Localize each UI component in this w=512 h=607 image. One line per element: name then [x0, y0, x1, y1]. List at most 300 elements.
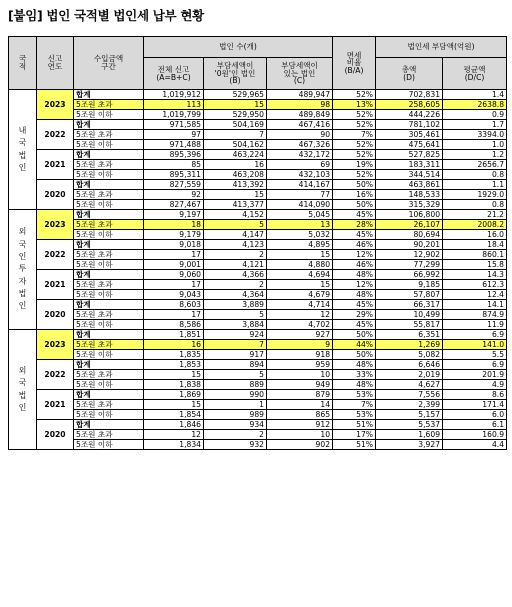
group-label: 외 국 법 인: [9, 330, 37, 450]
year-cell: 2021: [37, 390, 74, 420]
cell-average-amount: 0.8: [443, 200, 507, 210]
bracket-label: 합계: [74, 210, 144, 220]
table-row: [9, 100, 507, 110]
cell-zero-tax: 7: [204, 340, 267, 350]
cell-total-amount: 9,185: [376, 280, 443, 290]
cell-average-amount: 8.6: [443, 390, 507, 400]
bracket-label: 합계: [74, 150, 144, 160]
cell-zero-tax: 529,950: [204, 110, 267, 120]
cell-has-tax: 902: [267, 440, 333, 450]
cell-has-tax: 90: [267, 130, 333, 140]
cell-total-amount: 7,556: [376, 390, 443, 400]
cell-average-amount: 5.5: [443, 350, 507, 360]
cell-average-amount: 1.7: [443, 120, 507, 130]
table-row: [9, 310, 507, 320]
cell-average-amount: 2008.2: [443, 220, 507, 230]
corporate-tax-table: [8, 36, 507, 450]
bracket-label: 합계: [74, 120, 144, 130]
cell-total-filing: 1,846: [144, 420, 204, 430]
cell-has-tax: 4,880: [267, 260, 333, 270]
cell-zero-tax: 934: [204, 420, 267, 430]
cell-total-amount: 5,157: [376, 410, 443, 420]
cell-has-tax: 98: [267, 100, 333, 110]
header-exempt-ratio: 면세 비율 (B/A): [333, 37, 376, 90]
cell-average-amount: 3394.0: [443, 130, 507, 140]
cell-has-tax: 959: [267, 360, 333, 370]
cell-exempt-ratio: 51%: [333, 440, 376, 450]
table-row: [9, 410, 507, 420]
cell-has-tax: 15: [267, 280, 333, 290]
cell-average-amount: 0.8: [443, 170, 507, 180]
cell-total-filing: 971,488: [144, 140, 204, 150]
cell-exempt-ratio: 46%: [333, 240, 376, 250]
year-cell: 2022: [37, 240, 74, 270]
table-row: [9, 210, 507, 220]
table-row: [9, 370, 507, 380]
bracket-label: 5조원 이하: [74, 290, 144, 300]
cell-zero-tax: 15: [204, 100, 267, 110]
cell-exempt-ratio: 52%: [333, 150, 376, 160]
header-average-amount: 평균액 (D/C): [443, 58, 507, 90]
header-tax-burden: 법인세 부담액(억원): [376, 37, 507, 58]
cell-total-amount: 315,329: [376, 200, 443, 210]
table-row: [9, 120, 507, 130]
cell-total-amount: 26,107: [376, 220, 443, 230]
cell-zero-tax: 5: [204, 220, 267, 230]
cell-average-amount: 6.9: [443, 360, 507, 370]
cell-has-tax: 927: [267, 330, 333, 340]
cell-total-amount: 148,533: [376, 190, 443, 200]
table-row: [9, 400, 507, 410]
cell-total-filing: 12: [144, 430, 204, 440]
bracket-label: 합계: [74, 300, 144, 310]
cell-average-amount: 12.4: [443, 290, 507, 300]
cell-total-amount: 4,627: [376, 380, 443, 390]
year-cell: 2023: [37, 210, 74, 240]
cell-average-amount: 1.0: [443, 140, 507, 150]
cell-total-filing: 15: [144, 400, 204, 410]
table-row: [9, 190, 507, 200]
cell-total-amount: 3,927: [376, 440, 443, 450]
cell-exempt-ratio: 52%: [333, 90, 376, 100]
bracket-label: 5조원 이하: [74, 170, 144, 180]
header-zero-tax: 부담세액이 '0원'인 법인 (B): [204, 58, 267, 90]
cell-total-filing: 18: [144, 220, 204, 230]
cell-exempt-ratio: 50%: [333, 330, 376, 340]
header-nationality: 국 적: [9, 37, 37, 90]
cell-zero-tax: 989: [204, 410, 267, 420]
bracket-label: 5조원 이하: [74, 200, 144, 210]
cell-zero-tax: 894: [204, 360, 267, 370]
cell-total-filing: 17: [144, 250, 204, 260]
year-cell: 2022: [37, 360, 74, 390]
cell-exempt-ratio: 13%: [333, 100, 376, 110]
cell-average-amount: 2656.7: [443, 160, 507, 170]
cell-exempt-ratio: 52%: [333, 170, 376, 180]
cell-average-amount: 201.9: [443, 370, 507, 380]
cell-average-amount: 2638.8: [443, 100, 507, 110]
bracket-label: 5조원 초과: [74, 340, 144, 350]
cell-total-amount: 475,641: [376, 140, 443, 150]
cell-average-amount: 1.2: [443, 150, 507, 160]
cell-has-tax: 865: [267, 410, 333, 420]
table-row: [9, 260, 507, 270]
cell-total-amount: 1,269: [376, 340, 443, 350]
cell-has-tax: 10: [267, 370, 333, 380]
group-label: 외 국 인 투 자 법 인: [9, 210, 37, 330]
cell-exempt-ratio: 7%: [333, 130, 376, 140]
cell-total-filing: 9,197: [144, 210, 204, 220]
cell-has-tax: 432,172: [267, 150, 333, 160]
table-row: [9, 430, 507, 440]
table-row: [9, 200, 507, 210]
cell-zero-tax: 529,965: [204, 90, 267, 100]
header-corp-count: 법인 수(개): [144, 37, 333, 58]
header-has-tax: 부담세액이 있는 법인 (C): [267, 58, 333, 90]
table-row: [9, 130, 507, 140]
cell-total-filing: 92: [144, 190, 204, 200]
cell-total-amount: 305,461: [376, 130, 443, 140]
cell-total-filing: 1,838: [144, 380, 204, 390]
cell-total-amount: 6,351: [376, 330, 443, 340]
cell-total-amount: 106,800: [376, 210, 443, 220]
cell-zero-tax: 4,147: [204, 230, 267, 240]
cell-zero-tax: 504,169: [204, 120, 267, 130]
header-year: 신고 연도: [37, 37, 74, 90]
cell-has-tax: 9: [267, 340, 333, 350]
cell-total-amount: 781,102: [376, 120, 443, 130]
cell-zero-tax: 3,889: [204, 300, 267, 310]
cell-total-amount: 1,609: [376, 430, 443, 440]
bracket-label: 5조원 초과: [74, 220, 144, 230]
bracket-label: 5조원 초과: [74, 310, 144, 320]
bracket-label: 5조원 이하: [74, 260, 144, 270]
year-cell: 2020: [37, 300, 74, 330]
cell-exempt-ratio: 16%: [333, 190, 376, 200]
cell-average-amount: 6.1: [443, 420, 507, 430]
bracket-label: 5조원 초과: [74, 280, 144, 290]
cell-total-amount: 258,605: [376, 100, 443, 110]
table-row: [9, 90, 507, 100]
year-cell: 2021: [37, 270, 74, 300]
cell-has-tax: 10: [267, 430, 333, 440]
cell-average-amount: 11.9: [443, 320, 507, 330]
cell-total-filing: 1,019,799: [144, 110, 204, 120]
cell-total-filing: 15: [144, 370, 204, 380]
cell-average-amount: 6.9: [443, 330, 507, 340]
year-cell: 2022: [37, 120, 74, 150]
cell-has-tax: 414,167: [267, 180, 333, 190]
cell-zero-tax: 889: [204, 380, 267, 390]
cell-zero-tax: 1: [204, 400, 267, 410]
cell-zero-tax: 4,364: [204, 290, 267, 300]
cell-average-amount: 171.4: [443, 400, 507, 410]
cell-exempt-ratio: 50%: [333, 350, 376, 360]
cell-has-tax: 4,679: [267, 290, 333, 300]
cell-total-amount: 66,317: [376, 300, 443, 310]
cell-zero-tax: 3,884: [204, 320, 267, 330]
cell-total-amount: 57,807: [376, 290, 443, 300]
bracket-label: 합계: [74, 420, 144, 430]
header-bracket: 수입금액 구간: [74, 37, 144, 90]
bracket-label: 5조원 초과: [74, 400, 144, 410]
cell-exempt-ratio: 45%: [333, 300, 376, 310]
group-label: 내 국 법 인: [9, 90, 37, 210]
cell-has-tax: 414,090: [267, 200, 333, 210]
cell-total-amount: 55,817: [376, 320, 443, 330]
table-row: [9, 250, 507, 260]
cell-exempt-ratio: 48%: [333, 380, 376, 390]
bracket-label: 합계: [74, 180, 144, 190]
cell-average-amount: 4.4: [443, 440, 507, 450]
cell-zero-tax: 463,208: [204, 170, 267, 180]
bracket-label: 합계: [74, 360, 144, 370]
table-row: [9, 150, 507, 160]
cell-average-amount: 15.8: [443, 260, 507, 270]
table-row: [9, 360, 507, 370]
cell-zero-tax: 990: [204, 390, 267, 400]
table-row: [9, 110, 507, 120]
cell-total-filing: 9,060: [144, 270, 204, 280]
bracket-label: 5조원 이하: [74, 350, 144, 360]
cell-has-tax: 4,895: [267, 240, 333, 250]
cell-exempt-ratio: 45%: [333, 320, 376, 330]
table-row: [9, 340, 507, 350]
cell-total-filing: 827,467: [144, 200, 204, 210]
header-total-amount: 총액 (D): [376, 58, 443, 90]
cell-has-tax: 77: [267, 190, 333, 200]
cell-total-filing: 113: [144, 100, 204, 110]
cell-has-tax: 13: [267, 220, 333, 230]
cell-exempt-ratio: 17%: [333, 430, 376, 440]
year-cell: 2020: [37, 180, 74, 210]
table-row: [9, 440, 507, 450]
cell-zero-tax: 16: [204, 160, 267, 170]
table-row: [9, 280, 507, 290]
cell-total-amount: 6,646: [376, 360, 443, 370]
cell-total-filing: 1,851: [144, 330, 204, 340]
table-row: [9, 230, 507, 240]
cell-exempt-ratio: 33%: [333, 370, 376, 380]
cell-exempt-ratio: 46%: [333, 260, 376, 270]
cell-total-filing: 971,585: [144, 120, 204, 130]
cell-exempt-ratio: 28%: [333, 220, 376, 230]
cell-has-tax: 489,947: [267, 90, 333, 100]
cell-has-tax: 12: [267, 310, 333, 320]
cell-has-tax: 912: [267, 420, 333, 430]
year-cell: 2023: [37, 330, 74, 360]
table-row: [9, 420, 507, 430]
cell-total-filing: 9,018: [144, 240, 204, 250]
cell-has-tax: 69: [267, 160, 333, 170]
cell-exempt-ratio: 52%: [333, 140, 376, 150]
bracket-label: 5조원 이하: [74, 410, 144, 420]
cell-has-tax: 467,416: [267, 120, 333, 130]
cell-total-filing: 9,043: [144, 290, 204, 300]
cell-exempt-ratio: 45%: [333, 230, 376, 240]
cell-average-amount: 160.9: [443, 430, 507, 440]
cell-exempt-ratio: 48%: [333, 270, 376, 280]
cell-total-amount: 2,399: [376, 400, 443, 410]
year-cell: 2021: [37, 150, 74, 180]
bracket-label: 5조원 초과: [74, 100, 144, 110]
page-title: [붙임] 법인 국적별 법인세 납부 현황: [8, 8, 204, 23]
cell-zero-tax: 5: [204, 370, 267, 380]
table-row: [9, 350, 507, 360]
cell-average-amount: 14.1: [443, 300, 507, 310]
cell-zero-tax: 413,377: [204, 200, 267, 210]
cell-has-tax: 14: [267, 400, 333, 410]
cell-has-tax: 5,032: [267, 230, 333, 240]
cell-total-amount: 2,019: [376, 370, 443, 380]
bracket-label: 5조원 이하: [74, 440, 144, 450]
cell-zero-tax: 5: [204, 310, 267, 320]
bracket-label: 5조원 이하: [74, 230, 144, 240]
bracket-label: 5조원 초과: [74, 190, 144, 200]
cell-total-amount: 10,499: [376, 310, 443, 320]
cell-exempt-ratio: 48%: [333, 290, 376, 300]
cell-total-filing: 1,853: [144, 360, 204, 370]
cell-exempt-ratio: 44%: [333, 340, 376, 350]
cell-exempt-ratio: 52%: [333, 120, 376, 130]
cell-total-filing: 8,603: [144, 300, 204, 310]
cell-average-amount: 874.9: [443, 310, 507, 320]
cell-total-amount: 702,831: [376, 90, 443, 100]
table-row: [9, 330, 507, 340]
cell-total-filing: 8,586: [144, 320, 204, 330]
cell-zero-tax: 463,224: [204, 150, 267, 160]
cell-total-amount: 183,311: [376, 160, 443, 170]
cell-has-tax: 5,045: [267, 210, 333, 220]
bracket-label: 5조원 초과: [74, 130, 144, 140]
cell-zero-tax: 2: [204, 430, 267, 440]
cell-has-tax: 4,714: [267, 300, 333, 310]
cell-average-amount: 141.0: [443, 340, 507, 350]
header-total-filing: 전체 신고 (A=B+C): [144, 58, 204, 90]
bracket-label: 5조원 초과: [74, 430, 144, 440]
cell-total-filing: 17: [144, 280, 204, 290]
cell-has-tax: 879: [267, 390, 333, 400]
cell-total-filing: 85: [144, 160, 204, 170]
cell-zero-tax: 15: [204, 190, 267, 200]
cell-average-amount: 1929.0: [443, 190, 507, 200]
cell-total-filing: 16: [144, 340, 204, 350]
cell-exempt-ratio: 29%: [333, 310, 376, 320]
cell-exempt-ratio: 50%: [333, 180, 376, 190]
cell-exempt-ratio: 19%: [333, 160, 376, 170]
cell-total-amount: 444,226: [376, 110, 443, 120]
cell-total-amount: 12,902: [376, 250, 443, 260]
cell-average-amount: 16.0: [443, 230, 507, 240]
cell-exempt-ratio: 48%: [333, 360, 376, 370]
bracket-label: 합계: [74, 330, 144, 340]
bracket-label: 합계: [74, 90, 144, 100]
cell-zero-tax: 917: [204, 350, 267, 360]
cell-total-amount: 5,537: [376, 420, 443, 430]
cell-total-filing: 895,311: [144, 170, 204, 180]
cell-total-filing: 895,396: [144, 150, 204, 160]
cell-zero-tax: 7: [204, 130, 267, 140]
cell-exempt-ratio: 52%: [333, 110, 376, 120]
cell-average-amount: 21.2: [443, 210, 507, 220]
bracket-label: 5조원 이하: [74, 110, 144, 120]
cell-exempt-ratio: 53%: [333, 410, 376, 420]
table-row: [9, 290, 507, 300]
bracket-label: 5조원 이하: [74, 380, 144, 390]
bracket-label: 5조원 초과: [74, 370, 144, 380]
cell-zero-tax: 413,392: [204, 180, 267, 190]
table-row: [9, 220, 507, 230]
table-row: [9, 270, 507, 280]
cell-zero-tax: 504,162: [204, 140, 267, 150]
cell-total-filing: 9,001: [144, 260, 204, 270]
year-cell: 2023: [37, 90, 74, 120]
cell-average-amount: 612.3: [443, 280, 507, 290]
table-row: [9, 300, 507, 310]
cell-total-amount: 344,514: [376, 170, 443, 180]
cell-has-tax: 15: [267, 250, 333, 260]
bracket-label: 5조원 초과: [74, 250, 144, 260]
cell-total-filing: 1,019,912: [144, 90, 204, 100]
cell-total-filing: 1,869: [144, 390, 204, 400]
table-row: [9, 320, 507, 330]
cell-average-amount: 4.9: [443, 380, 507, 390]
table-row: [9, 240, 507, 250]
cell-total-amount: 90,201: [376, 240, 443, 250]
table-row: [9, 380, 507, 390]
cell-exempt-ratio: 7%: [333, 400, 376, 410]
cell-has-tax: 4,694: [267, 270, 333, 280]
bracket-label: 5조원 초과: [74, 160, 144, 170]
cell-average-amount: 18.4: [443, 240, 507, 250]
cell-exempt-ratio: 12%: [333, 250, 376, 260]
cell-exempt-ratio: 53%: [333, 390, 376, 400]
cell-total-amount: 463,861: [376, 180, 443, 190]
cell-zero-tax: 2: [204, 250, 267, 260]
cell-total-filing: 97: [144, 130, 204, 140]
cell-zero-tax: 4,121: [204, 260, 267, 270]
table-row: [9, 180, 507, 190]
cell-zero-tax: 2: [204, 280, 267, 290]
cell-zero-tax: 924: [204, 330, 267, 340]
cell-average-amount: 860.1: [443, 250, 507, 260]
cell-average-amount: 0.9: [443, 110, 507, 120]
cell-total-filing: 827,559: [144, 180, 204, 190]
table-row: [9, 160, 507, 170]
table-row: [9, 140, 507, 150]
bracket-label: 합계: [74, 270, 144, 280]
cell-has-tax: 4,702: [267, 320, 333, 330]
cell-zero-tax: 4,123: [204, 240, 267, 250]
cell-total-filing: 1,854: [144, 410, 204, 420]
bracket-label: 합계: [74, 240, 144, 250]
bracket-label: 합계: [74, 390, 144, 400]
cell-total-amount: 80,694: [376, 230, 443, 240]
year-cell: 2020: [37, 420, 74, 450]
bracket-label: 5조원 이하: [74, 320, 144, 330]
cell-average-amount: 14.3: [443, 270, 507, 280]
cell-has-tax: 489,849: [267, 110, 333, 120]
cell-has-tax: 432,103: [267, 170, 333, 180]
cell-exempt-ratio: 12%: [333, 280, 376, 290]
cell-exempt-ratio: 45%: [333, 210, 376, 220]
cell-zero-tax: 4,152: [204, 210, 267, 220]
cell-exempt-ratio: 51%: [333, 420, 376, 430]
cell-average-amount: 1.4: [443, 90, 507, 100]
table-row: [9, 170, 507, 180]
cell-total-filing: 1,835: [144, 350, 204, 360]
cell-total-filing: 17: [144, 310, 204, 320]
